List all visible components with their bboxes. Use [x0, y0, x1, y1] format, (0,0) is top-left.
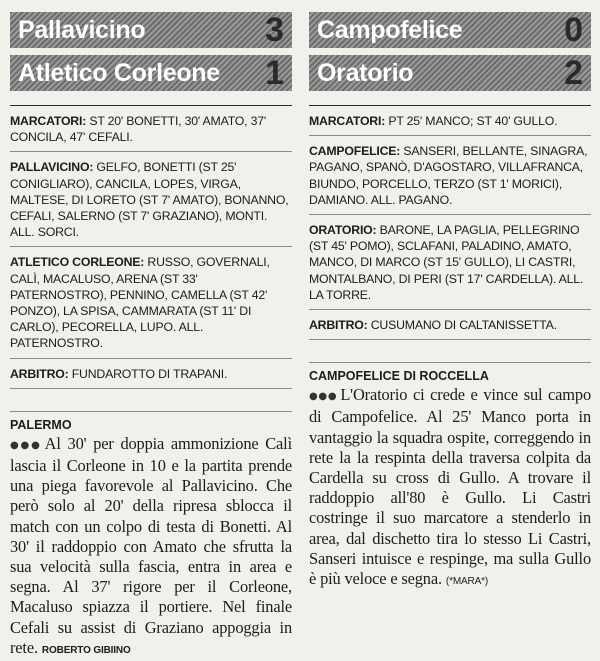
scorers-label: MARCATORI:	[309, 114, 386, 128]
dateline: PALERMO	[10, 417, 72, 432]
team-name: Oratorio	[317, 58, 414, 87]
scorers-block	[10, 106, 292, 151]
match-column-left	[10, 12, 292, 661]
bullet-dots-icon: ●●●	[10, 439, 42, 451]
team-name: Pallavicino	[18, 15, 146, 44]
article-body	[309, 385, 591, 592]
referee-label: ARBITRO:	[10, 366, 69, 381]
divider	[309, 362, 591, 363]
bullet-dots-icon: ●●●	[309, 391, 338, 403]
byline: (*MARA*)	[445, 576, 489, 588]
scorers-block	[309, 106, 591, 135]
home-lineup-block	[309, 136, 591, 214]
article	[10, 411, 292, 661]
divider	[10, 388, 292, 389]
score-bar-away	[309, 55, 591, 91]
referee-block	[10, 359, 292, 388]
team-score: 3	[265, 11, 284, 49]
dateline: CAMPOFELICE DI ROCCELLA	[309, 369, 489, 384]
home-lineup-label: CAMPOFELICE:	[309, 144, 401, 159]
team-score: 1	[265, 54, 284, 92]
away-lineup-text: BARONE, LA PAGLIA, PELLEGRINO (ST 45' POMO), SCLAFANI, PALADINO, AMATO, MANCO, DI MARCO (ST 15' GULLO), LI CASTRI, MONTALBANO, DI PERI (ST 17' CARDELLA). ALL. LA TORRE.	[309, 223, 584, 302]
referee-block	[309, 310, 591, 339]
divider	[10, 411, 292, 412]
home-lineup-block	[10, 152, 292, 246]
team-score: 0	[564, 11, 583, 49]
divider	[309, 339, 591, 340]
home-lineup-text: SANSERI, BELLANTE, SINAGRA, PAGANO, SPANÒ, D'AGOSTARO, VILLAFRANCA, BIUNDO, PORCELLO, TERZO (ST 1' MORICI), DAMIANO. ALL. PAGANO.	[309, 144, 588, 207]
away-lineup-label: ORATORIO:	[309, 223, 377, 238]
score-bar-home	[10, 12, 292, 48]
away-lineup-block	[10, 247, 292, 357]
team-name: Campofelice	[317, 15, 463, 44]
score-bar-home	[309, 12, 591, 48]
home-lineup-text: GELFO, BONETTI (ST 25' CONIGLIARO), CANCILA, LOPES, VIRGA, MALTESE, DI LORETO (ST 7' AMATO), BONANNO, CEFALI, SALERNO (ST 7' GRAZIANO), MONTI. ALL. SORCI.	[10, 160, 289, 240]
referee-label: ARBITRO:	[309, 318, 368, 333]
team-name: Atletico Corleone	[18, 58, 220, 87]
byline: ROBERTO GIBIINO	[41, 644, 131, 656]
match-column-right	[309, 12, 591, 592]
article-body	[10, 434, 292, 661]
scorers-text: PT 25' MANCO; ST 40' GULLO.	[385, 114, 558, 128]
scorers-text: ST 20' BONETTI, 30' AMATO, 37' CONCILA, 47' CEFALI.	[10, 114, 267, 145]
article-text: Al 30' per doppia ammonizione Calì lascia il Corleone in 10 e la partita prende una piega favorevole al Pallavicino. Che però solo al 20' della ripresa sblocca il match con un colpo di testa di Bonetti. Al 30' il raddoppio con Amato che sfrutta la sua velocità sulla fascia, entra in area e segna. Al 37' rigore per il Corleone, Macaluso spiazza il portiere. Nel finale Cefali su assist di Graziano appoggia in rete.	[10, 433, 292, 657]
team-score: 2	[564, 54, 583, 92]
referee-text: CUSUMANO DI CALTANISSETTA.	[367, 318, 557, 333]
article-text: L'Oratorio ci crede e vince sul campo di Campofelice. Al 25' Manco porta in vantaggio la squadra ospite, correggendo in rete la la respinta della traversa colpita da Cardella su cross di Gullo. A trovare il raddoppio all'80 è Gullo. Li Castri costringe il suo marcatore a stenderlo in area, dal dischetto tira lo stesso Li Castri, Sanseri intuisce e respinge, ma sulla Gullo è più veloce e segna.	[309, 385, 591, 589]
away-lineup-text: RUSSO, GOVERNALI, CALÌ, MACALUSO, ARENA (ST 33' PATERNOSTRO), PENNINO, CAMELLA (ST 42' PONZO), LA SPISA, CAMMARATA (ST 11' DI CARLO), PECORELLA, LUPO. ALL. PATERNOSTRO.	[10, 255, 270, 351]
scorers-label: MARCATORI:	[10, 114, 87, 128]
home-lineup-label: PALLAVICINO:	[10, 160, 94, 175]
away-lineup-block	[309, 215, 591, 309]
score-bar-away	[10, 55, 292, 91]
referee-text: FUNDAROTTO DI TRAPANI.	[68, 366, 228, 381]
away-lineup-label: ATLETICO CORLEONE:	[10, 255, 145, 270]
article	[309, 362, 591, 592]
